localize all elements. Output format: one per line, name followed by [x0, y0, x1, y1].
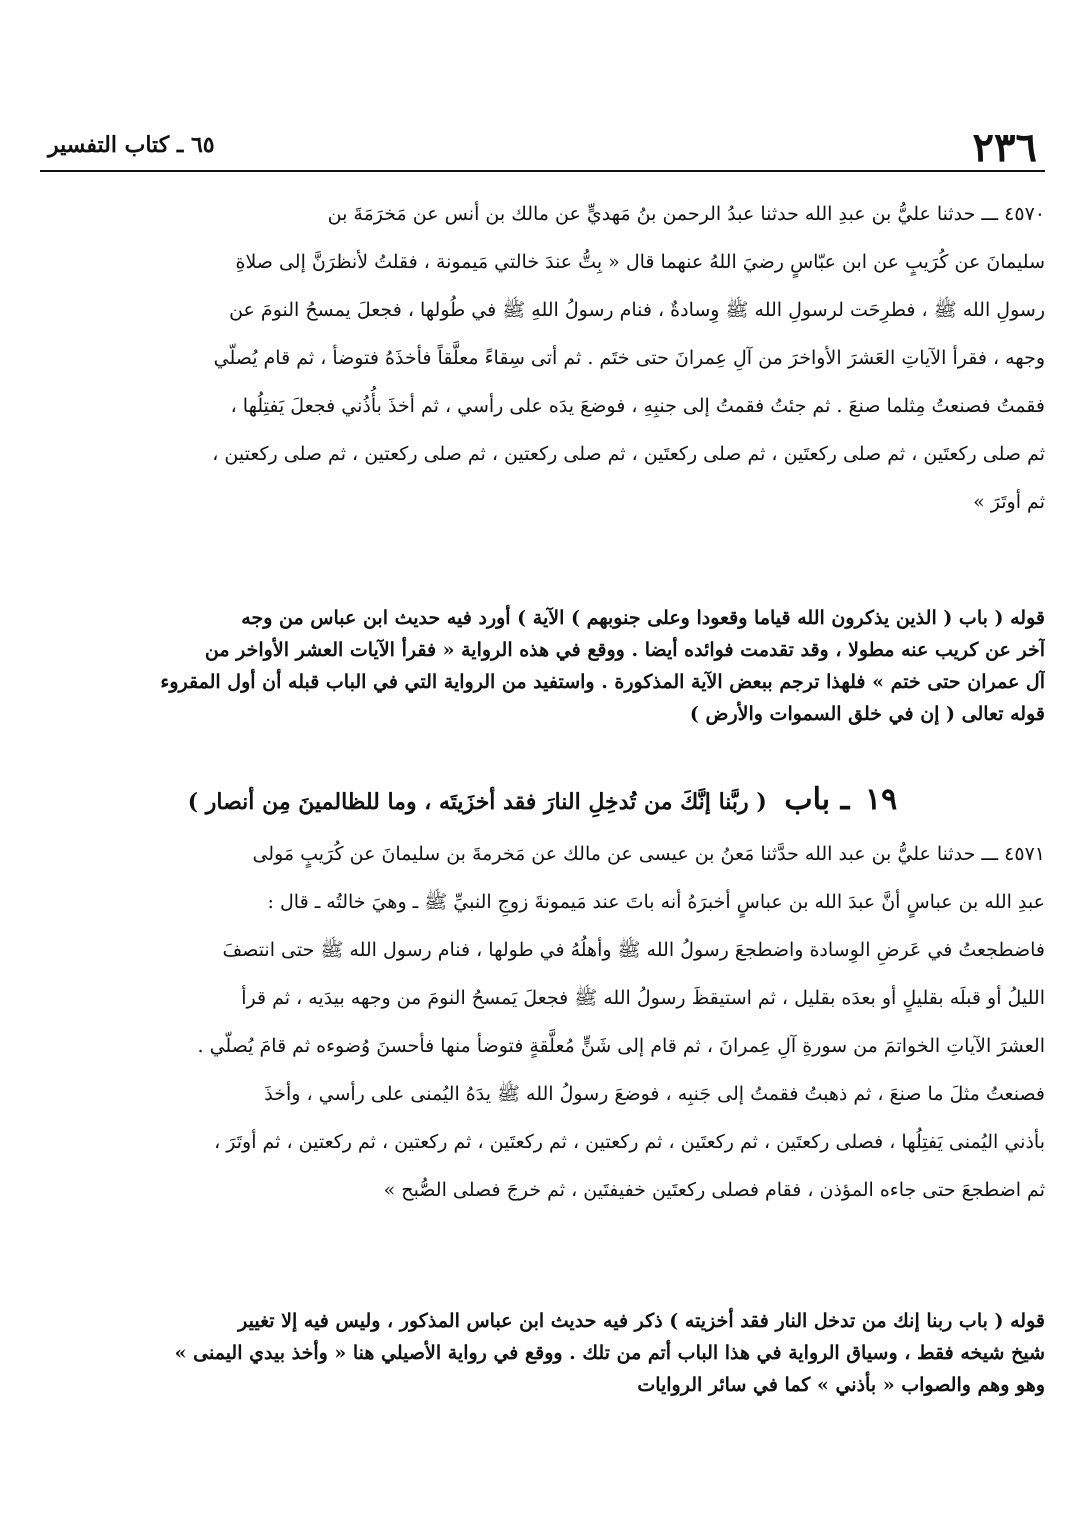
hadith-4570 [40, 190, 1045, 526]
text-line: وجهه ، فقرأ الآياتِ العَشرَ الأواخرَ من آلِ عِمرانَ حتى ختَم . ثم أتى سِقاءً معلَّقاً فأخذَهُ فتوضأ ، ثم قام يُصلّي [213, 347, 1045, 369]
text-line: وهو وهم والصواب « بأذني » كما في سائر الروايات [637, 1374, 1045, 1396]
chapter-word: ـ باب [784, 782, 850, 817]
text-line: قوله ( باب ( الذين يذكرون الله قياما وقعودا وعلى جنوبهم ) الآية ) أورد فيه حديث ابن عباس من وجه [241, 607, 1045, 629]
hadith-4571 [40, 830, 1045, 1214]
text-line: ثم أوتَرَ » [973, 491, 1045, 513]
page-header [40, 118, 1045, 172]
text-line: العشرَ الآياتِ الخواتمَ من سورةِ آلِ عِمرانَ ، ثم قام إلى شَنٍّ مُعلَّقةٍ فتوضأ منها فأحسنَ وُضوءه ثم قامَ يُصلّي . [197, 1035, 1045, 1057]
text-line: شيخ شيخه فقط ، وسياق الرواية في هذا الباب أتم من تلك . ووقع في رواية الأصيلي هنا « وأخذ بيدي اليمنى » [174, 1342, 1045, 1364]
text-line: رسولِ الله ﷺ ، فطرِحَت لرسولِ الله ﷺ وِسادةٌ ، فنام رسولُ اللهِ ﷺ في طُولها ، فجعلَ يمسحُ النومَ عن [229, 299, 1045, 321]
text-line: ثم صلى ركعتَين ، ثم صلى ركعتَين ، ثم صلى ركعتَين ، ثم صلى ركعتين ، ثم صلى ركعتين ، ثم صلى ركعتين ، [212, 443, 1045, 465]
text-line: فاضطجعتُ في عَرضِ الوِسادة واضطجعَ رسولُ الله ﷺ وأهلُهُ في طولها ، فنام رسول الله ﷺ حتى انتصفَ [222, 939, 1045, 961]
commentary-1 [40, 602, 1045, 730]
text-line: ٤٥٧٠ ـــ حدثنا عليُّ بن عبدِ الله حدثنا عبدُ الرحمن بنُ مَهديٍّ عن مالك بن أنس عن مَخرَمَةَ بن [327, 203, 1045, 225]
text-line: ٤٥٧١ ـــ حدثنا عليُّ بن عبد الله حدَّثنا مَعنُ بن عيسى عن مالك عن مَخرمةَ بن سليمانَ عن كُرَيبٍ مَولى [252, 843, 1045, 865]
commentary-2 [40, 1305, 1045, 1401]
page-number: ٢٣٦ [972, 124, 1037, 171]
text-line: بأذني اليُمنى يَفتِلُها ، فصلى ركعتَين ، ثم ركعتَين ، ثم ركعتين ، ثم ركعتَين ، ثم ركعتين ، ثم ركعتين ، ثم أوتَرَ ، [214, 1131, 1045, 1153]
text-line: ثم اضطجعَ حتى جاءه المؤذن ، فقام فصلى ركعتَين خفيفتَين ، ثم خرجَ فصلى الصُّبح » [383, 1179, 1045, 1201]
text-line: فصنعتُ مثلَ ما صنعَ ، ثم ذهبتُ فقمتُ إلى جَنبِه ، فوضعَ رسولُ الله ﷺ يدَهُ اليُمنى على رأسي ، وأخذَ [264, 1083, 1045, 1105]
text-line: الليلُ أو قبلَه بقليلٍ أو بعدَه بقليل ، ثم استيقظَ رسولُ الله ﷺ فجعلَ يَمسحُ النومَ من وجهه بيدَيه ، ثم قرأ [241, 987, 1045, 1009]
text-line: فقمتُ فصنعتُ مِثلما صنعَ . ثم جئتُ فقمتُ إلى جنبِهِ ، فوضعَ يدَه على رأسي ، ثم أخذَ بأُذُني فجعلَ يَفتِلُها ، [230, 395, 1045, 417]
text-line: آخر عن كريب عنه مطولا ، وقد تقدمت فوائده أيضا . ووقع في هذه الرواية « فقرأ الآيات العشر الأواخر من [204, 639, 1045, 661]
text-line: عبدِ الله بن عباسٍ أنَّ عبدَ الله بن عباسٍ أخبرَهُ أنه باتَ عند مَيمونةَ زوجِ النبيِّ ﷺ ـ وهيَ خالتُه ـ قال : [267, 891, 1045, 913]
text-line: آل عمران حتى ختم » فلهذا ترجم ببعض الآية المذكورة . واستفيد من الرواية التي في الباب قبله أن أول المقروء [160, 671, 1045, 693]
chapter-title: ( ربَّنا إنَّكَ من تُدخِلِ النارَ فقد أخزَيتَه ، وما للظالمينَ مِن أنصار ) [187, 789, 767, 815]
text-line: قوله ( باب ربنا إنك من تدخل النار فقد أخزيته ) ذكر فيه حديث ابن عباس المذكور ، وليس فيه إلا تغيير [238, 1310, 1045, 1332]
book-title: ٦٥ ـ كتاب التفسير [48, 132, 215, 158]
chapter-heading [40, 775, 1045, 825]
chapter-number: ١٩ [865, 782, 898, 817]
text-line: قوله تعالى ( إن في خلق السموات والأرض ) [689, 703, 1045, 725]
text-line: سليمانَ عن كُرَيبٍ عن ابن عبّاسٍ رضيَ اللهُ عنهما قال « بِتُّ عندَ خالتي مَيمونة ، فقلتُ لأنظرَنَّ إلى صلاةِ [235, 251, 1045, 273]
